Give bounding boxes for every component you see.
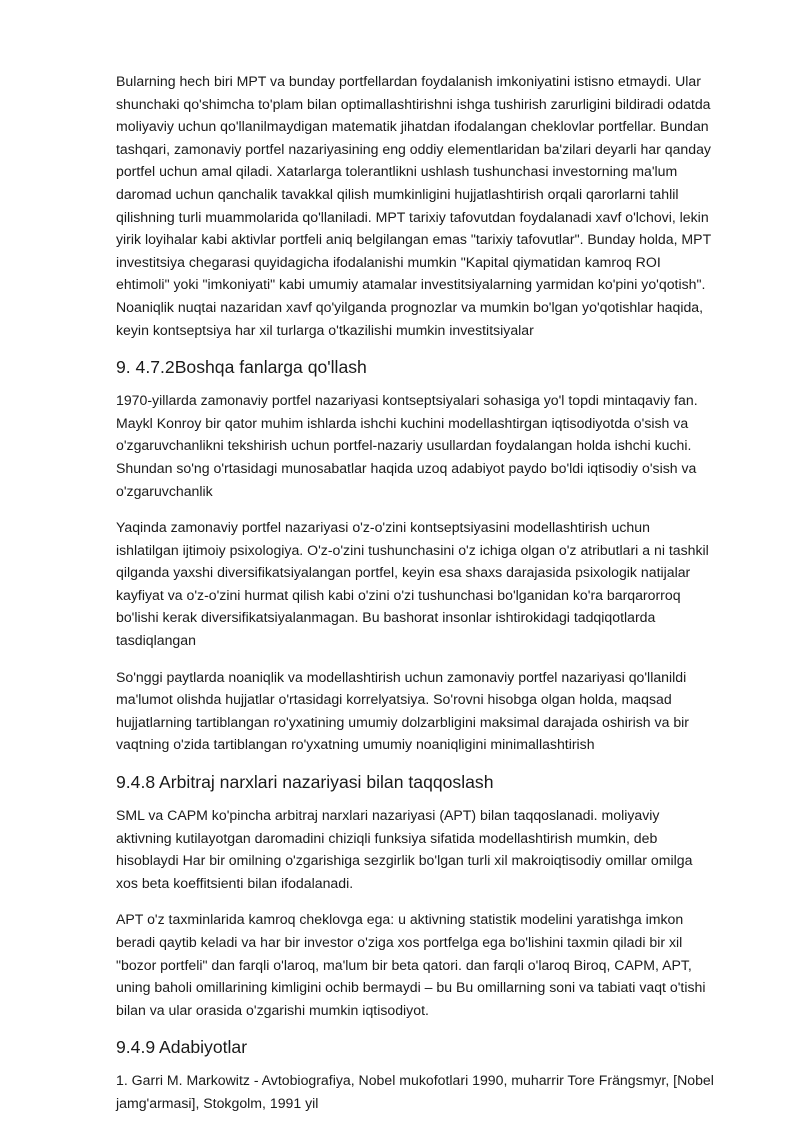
section-heading: 9.4.9 Adabiyotlar — [116, 1037, 248, 1058]
paragraph: Bularning hech biri MPT va bunday portfellardan foydalanish imkoniyatini istisno etmaydi. Ular shunchaki qo'shimcha to'plam bilan optimallashtirishni ishga tushirish zarurligini bildiradi odatda moliyaviy uchun qo'llanilmaydigan matematik jihatdan ifodalangan cheklovlar portfellar. Bundan tashqari, zamonaviy portfel nazariyasining eng oddiy elementlaridan ba'zilari deyarli har qanday portfel uchun amal qiladi. Xatarlarga tolerantlikni ushlash tushunchasi investorning ma'lum daromad uchun qanchalik tavakkal qilish mumkinligini hujjatlashtirish orqali qarorlarni tahlil qilishning turli muammolarida qo'llaniladi. MPT tarixiy tafovutdan foydalanadi xavf o'lchovi, lekin yirik loyihalar kabi aktivlar portfeli aniq belgilangan emas "tarixiy tafovutlar". Bunday holda, MPT investitsiya chegarasi quyidagicha ifodalanishi mumkin "Kapital qiymatidan kamroq ROI ehtimoli" yoki "imkoniyati" kabi umumiy atamalar investitsiyalarning yarmidan ko'pini yo'qotish". Noaniqlik nuqtai nazaridan xavf qo'yilganda prognozlar va mumkin bo'lgan yo'qotishlar haqida, keyin kontseptsiya har xil turlarga o'tkazilishi mumkin investitsiyalar — [116, 73, 711, 338]
section-heading: 9. 4.7.2Boshqa fanlarga qo'llash — [116, 357, 367, 378]
document-page — [116, 70, 716, 1129]
paragraph: Yaqinda zamonaviy portfel nazariyasi o'z-o'zini kontseptsiyasini modellashtirish uchun ishlatilgan ijtimoiy psixologiya. O'z-o'zini tushunchasini o'z ichiga olgan o'z atributlari a ni tashkil qilganda yaxshi diversifikatsiyalangan portfel, keyin esa shaxs darajasida psixologik natijalar kayfiyat va o'z-o'zini hurmat qilish kabi o'zini o'zi tushunchasi bo'lganidan ko'ra barqarorroq bo'lishi kerak diversifikatsiyalanmagan. Bu bashorat insonlar ishtirokidagi tadqiqotlarda tasdiqlangan — [116, 519, 709, 649]
section-heading: 9.4.8 Arbitraj narxlari nazariyasi bilan taqqoslash — [116, 772, 494, 793]
paragraph: SML va CAPM ko'pincha arbitraj narxlari nazariyasi (APT) bilan taqqoslanadi. moliyaviy aktivning kutilayotgan daromadini chiziqli funksiya sifatida modellashtirish mumkin, deb hisoblaydi Har bir omilning o'zgarishiga sezgirlik bo'lgan turli xil makroiqtisodiy omillar omilga xos beta koeffitsienti bilan ifodalanadi. — [116, 807, 693, 891]
paragraph: APT o'z taxminlarida kamroq cheklovga ega: u aktivning statistik modelini yaratishga imkon beradi qaytib keladi va har bir investor o'ziga xos portfelga ega bo'lishini taxmin qiladi bir xil "bozor portfeli" dan farqli o'laroq, ma'lum bir beta qatori. dan farqli o'laroq Biroq, CAPM, APT, uning baholi omillarining kimligini ochib bermaydi – bu Bu omillarning soni va tabiati vaqt o'tishi bilan va ular orasida o'zgarishi mumkin iqtisodiyot. — [116, 911, 706, 1018]
reference-item: 1. Garri M. Markowitz - Avtobiografiya, Nobel mukofotlari 1990, muharrir Tore Frängsmyr, [Nobel jamg'armasi], Stokgolm, 1991 yil — [116, 1072, 714, 1111]
paragraph: So'nggi paytlarda noaniqlik va modellashtirish uchun zamonaviy portfel nazariyasi qo'llanildi ma'lumot olishda hujjatlar o'rtasidagi korrelyatsiya. So'rovni hisobga olgan holda, maqsad hujjatlarning tartiblangan ro'yxatining umumiy dolzarbligini maksimal darajada oshirish va bir vaqtning o'zida tartiblangan ro'yxatning umumiy noaniqligini minimallashtirish — [116, 668, 689, 753]
paragraph: 1970-yillarda zamonaviy portfel nazariyasi kontseptsiyalari sohasiga yo'l topdi mintaqaviy fan. Maykl Konroy bir qator muhim ishlarda ishchi kuchini modellashtirgan iqtisodiyotda o'sish va o'zgaruvchanlikni tekshirish uchun portfel-nazariy usullardan foydalangan holda ishchi kuchi. Shundan so'ng o'rtasidagi munosabatlar haqida uzoq adabiyot paydo bo'ldi iqtisodiy o'sish va o'zgaruvchanlik — [116, 392, 698, 499]
